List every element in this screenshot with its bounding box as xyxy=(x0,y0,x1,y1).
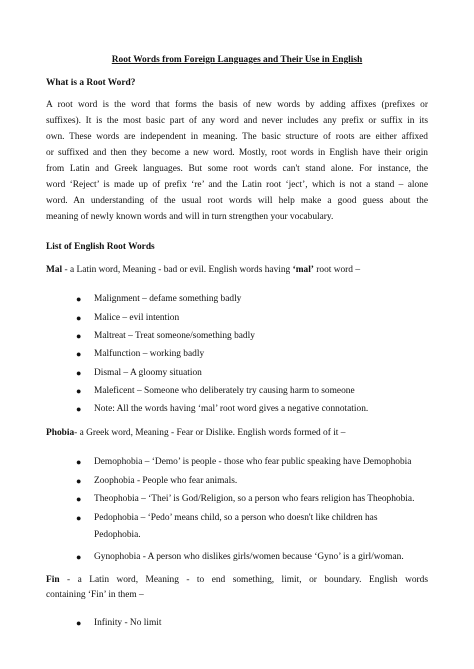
mal-desc-suffix: root word – xyxy=(313,265,361,275)
bullet-icon: ● xyxy=(76,294,82,304)
list-item-note: Note: All the words having ‘mal’ root word gives a negative connotation. xyxy=(94,404,369,414)
fin-desc-line1: - a Latin word, Meaning - to end something, limit, or boundary. English words xyxy=(59,575,428,585)
mal-desc-bold: ‘mal’ xyxy=(292,265,314,275)
fin-definition xyxy=(46,574,428,587)
list-item: Demophobia – ‘Demo’ is people - those who fear public speaking have Demophobia xyxy=(94,457,412,467)
document-title: Root Words from Foreign Languages and Their Use in English xyxy=(111,55,363,65)
intro-line: A root word is the word that forms the basis of new words by adding affixes (prefixes or xyxy=(46,100,428,110)
list-item: Malfunction – working badly xyxy=(94,349,205,359)
list-item: Gynophobia - A person who dislikes girls/women because ‘Gyno’ is a girl/woman. xyxy=(94,552,404,562)
intro-line: word ‘Reject’ is made up of prefix ‘re’ and the Latin root ‘ject’, which is not a stand – alone xyxy=(46,180,428,190)
intro-line: or suffixed and then they become a new word. Mostly, root words in English have their origin xyxy=(46,148,428,158)
bullet-icon: ● xyxy=(76,331,82,341)
intro-line: meaning of newly known words and will in turn strengthen your vocabulary. xyxy=(46,212,334,222)
bullet-icon: ● xyxy=(76,404,82,414)
bullet-icon: ● xyxy=(76,349,82,359)
phobia-definition xyxy=(46,427,345,440)
bullet-icon: ● xyxy=(76,386,82,396)
mal-definition xyxy=(46,264,360,277)
list-item: Maltreat – Treat someone/something badly xyxy=(94,331,255,341)
intro-line: from Latin and Greek languages. But some root words can't stand alone. For instance, the xyxy=(46,164,428,174)
list-item: Malignment – defame something badly xyxy=(94,294,242,304)
list-item: Malice – evil intention xyxy=(94,313,180,323)
intro-line: word. An understanding of the usual root words will help make a good guess about the xyxy=(46,196,428,206)
bullet-icon: ● xyxy=(76,457,82,467)
fin-desc-line2: containing ‘Fin’ in them – xyxy=(46,590,144,600)
list-item: Maleficent – Someone who deliberately try causing harm to someone xyxy=(94,386,355,396)
section-heading-what-is-root-word: What is a Root Word? xyxy=(46,78,136,88)
section-heading-list-of-root-words: List of English Root Words xyxy=(46,242,155,252)
fin-term: Fin xyxy=(46,575,60,585)
intro-line: suffixes). It is the most basic part of any word and never includes any prefix or suffix in its xyxy=(46,116,428,126)
list-item: Pedophobia – ‘Pedo’ means child, so a person who doesn't like children has xyxy=(94,513,378,523)
bullet-icon: ● xyxy=(76,552,82,562)
bullet-icon: ● xyxy=(76,494,82,504)
list-item: Theophobia – ‘Thei’ is God/Religion, so a person who fears religion has Theophobia. xyxy=(94,494,415,504)
bullet-icon: ● xyxy=(76,476,82,486)
list-item: Infinity - No limit xyxy=(94,618,162,628)
intro-line: own. These words are independent in meaning. The basic structure of roots are either affixed xyxy=(46,132,428,142)
mal-desc-prefix: - a Latin word, Meaning - bad or evil. English words having xyxy=(62,265,293,275)
bullet-icon: ● xyxy=(76,313,82,323)
list-item-continuation: Pedophobia. xyxy=(94,530,141,540)
phobia-desc: - a Greek word, Meaning - Fear or Dislike. English words formed of it – xyxy=(74,428,346,438)
list-item: Zoophobia - People who fear animals. xyxy=(94,476,238,486)
bullet-icon: ● xyxy=(76,618,82,628)
bullet-icon: ● xyxy=(76,368,82,378)
mal-term: Mal xyxy=(46,265,63,275)
bullet-icon: ● xyxy=(76,513,82,523)
phobia-term: Phobia xyxy=(46,428,75,438)
list-item: Dismal – A gloomy situation xyxy=(94,368,202,378)
